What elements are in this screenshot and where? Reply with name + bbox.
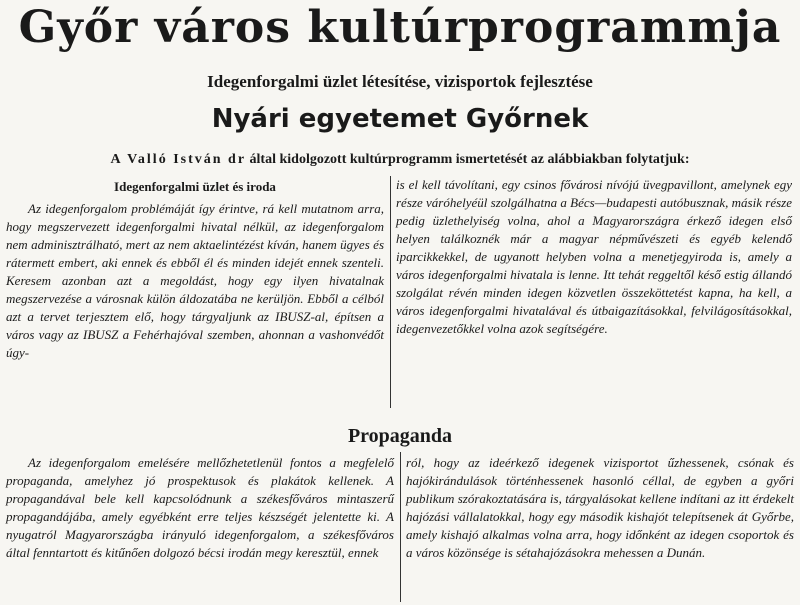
secondary-headline: Nyári egyetemet Győrnek — [211, 104, 589, 134]
lead-author: A Valló István dr — [110, 152, 247, 167]
section1-left-text: Az idegenforgalom problémáját így érintve, rá kell mutatnom arra, hogy megszervezett idegenforgalmi hivatal nélkül, az idegenforgalom nem adminisztrálható, mert az nem aktaelintézést kíván, hanem ügyes és rátermett embert, aki ennek és ebből él és minden idejét ennek szenteli. Keresem azonban azt a megoldást, hogy egy ilyen hivatalnak megszervezése a városnak külön áldozatába ne kerüljön. Ebből a célból azt a tervet terjesztem elő, hogy tárgyaljunk az IBUSZ-al, építsen a város vagy az IBUSZ a Fehérhajóval szemben, ahonnan a vashonvédőt úgy- — [6, 201, 384, 360]
lead-text: által kidolgozott kultúrprogramm ismertetését az alábbiakban folytatjuk: — [246, 152, 690, 167]
section2-right-text: ról, hogy az ideérkező idegenek vizisportot űzhessenek, csónak és hajókirándulások történhessenek hasonló céllal, de egyben a győri publikum szórakoztatására is, tárgyalásokat kellene indítani az itt érdekelt hajózási vállalatokkal, hogy egy második kishajót telepítsenek át Győrbe, amely kishajó alkalmas volna arra, hogy időnként az idegen csoportok és a város közönsége is sétahajózásokra mehessen a Dunán. — [406, 455, 794, 560]
section1-column-right — [396, 176, 792, 408]
lead-paragraph — [0, 151, 800, 169]
section2-left-text: Az idegenforgalom emelésére mellőzhetetlenül fontos a megfelelő propaganda, amelyhez jó prospektusok és plakátok kellenek. A propagandával bele kell kapcsolódnunk a székesfőváros mintaszerű propagandájába, amely egyébként erre teljes készségét jelentette ki. A nyugatról Magyarországba irányuló idegenforgalom, a székesfőváros által fenntartott és kitűnően dolgozó bécsi irodán megy keresztül, ennek — [6, 455, 394, 560]
section2-column-left — [6, 454, 394, 604]
section2-heading: Propaganda — [347, 425, 453, 447]
section1-right-text: is el kell távolítani, egy csinos fővárosi nívójú üvegpavillont, amelynek egy része váróhelyéül szolgálhatna a Bécs—budapesti autóbusznak, másik része pedig üzlethelyiség volna, ahol a Magyarországra érkező idegen első helyen találkoznék már a magyar népművészeti és egyéb kelendő iparcikkekkel, de ugyanott helyben volna a menetjegyiroda is, amely a város idegenforgalmi hivatala is lenne. Itt tehát reggeltől késő estig állandó szolgálat révén minden idegen közvetlen összeköttetést kapna, ha kell, a város idegenforgalmi hivatalával és útbaigazításokkal, felvilágosításokkal, idegenvezetőkkel volna azok segítségére. — [396, 177, 792, 336]
column-divider — [400, 452, 401, 602]
headline: Győr város kultúrprogrammja — [18, 2, 782, 53]
subheadline: Idegenforgalmi üzlet létesítése, vizisportok fejlesztése — [207, 72, 593, 91]
column-divider — [390, 176, 391, 408]
section2-column-right — [406, 454, 794, 604]
section1-heading: Idegenforgalmi üzlet és iroda — [114, 179, 276, 194]
section1-column-left — [6, 178, 384, 408]
